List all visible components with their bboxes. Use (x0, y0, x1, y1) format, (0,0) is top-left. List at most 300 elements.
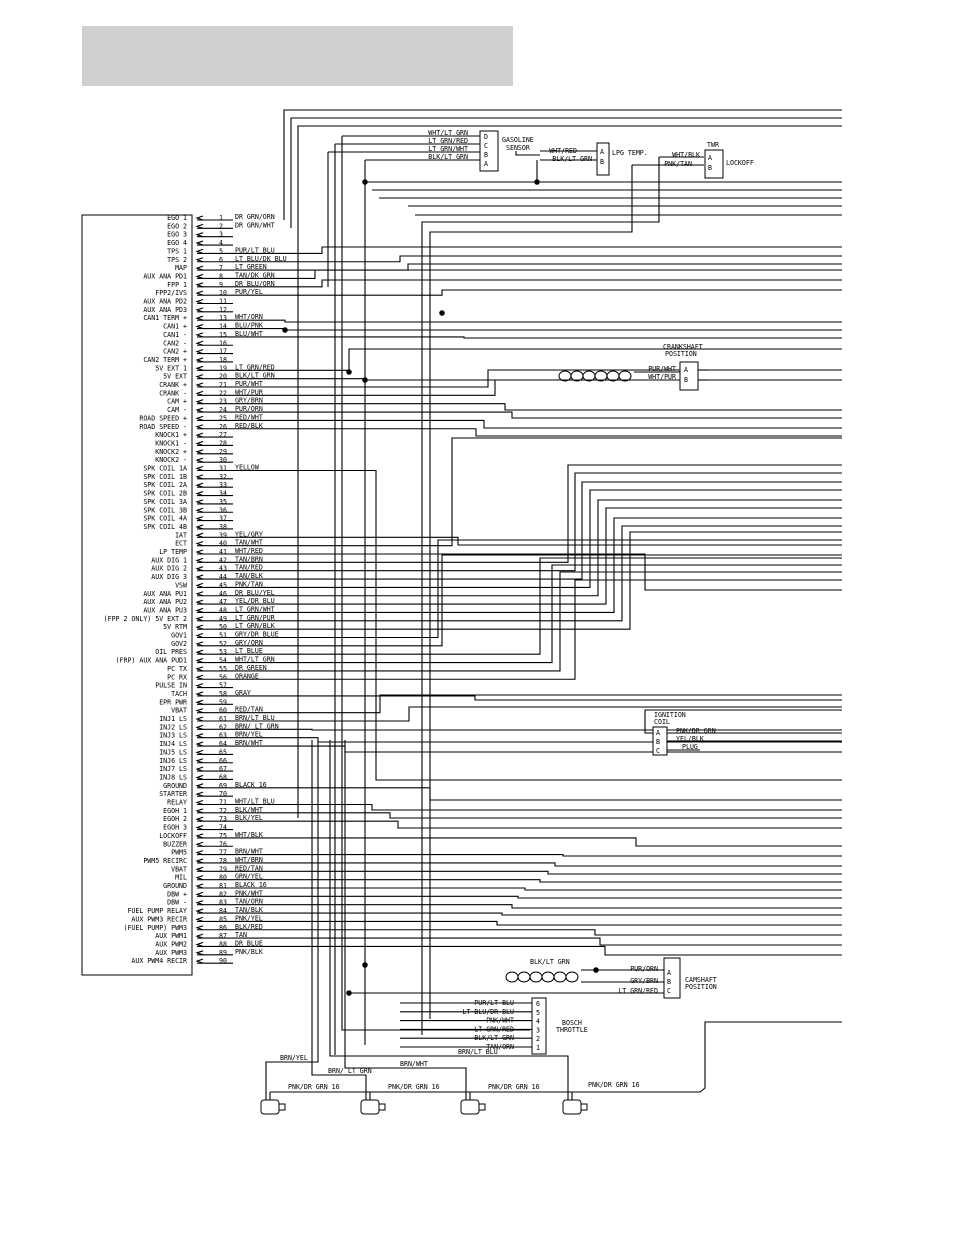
harness-wire (233, 855, 842, 856)
ecm-wire-color: LT BLU/DK BLU (235, 254, 287, 263)
ecm-wire-color: BLK/YEL (235, 814, 263, 823)
pin-arrow-icon (197, 450, 203, 454)
pin-arrow-icon (197, 851, 203, 855)
gas-wire-b: LT GRN/WHT (428, 145, 468, 153)
harness-wire (233, 380, 842, 395)
pin-arrow-icon (197, 792, 203, 796)
ecm-pin-name: PWM5 (171, 848, 187, 857)
ecm-pin-number: 76 (219, 840, 227, 849)
splice-dot (363, 378, 367, 382)
injector-body-icon (261, 1100, 279, 1114)
ecm-pin-name: EGOH 1 (163, 806, 187, 815)
ecm-pin-number: 51 (219, 631, 227, 640)
ecm-wire-color: RED/BLK (235, 421, 263, 430)
ecm-wire-color: BRN/YEL (235, 730, 263, 739)
ecm-pin-name: 5V RTM (163, 623, 187, 632)
ecm-pin-number: 65 (219, 748, 227, 757)
harness-wire (233, 438, 842, 546)
ecm-pin-number: 14 (219, 322, 227, 331)
ecm-wire-color: PNK/BLK (235, 947, 263, 956)
ecm-pin-number: 33 (219, 481, 227, 490)
pin-arrow-icon (197, 642, 203, 646)
harness-wire (233, 930, 842, 935)
ecm-pin-number: 6 (219, 255, 223, 264)
pin-arrow-icon (197, 258, 203, 262)
pin-arrow-icon (197, 717, 203, 721)
ecm-pin-number: 64 (219, 740, 227, 749)
ecm-wire-color: TAN/BRN (235, 555, 263, 564)
pin-arrow-icon (197, 817, 203, 821)
pin-arrow-icon (197, 884, 203, 888)
injector-feed-wire: PNK/DR GRN 16 (288, 1083, 340, 1091)
pin-arrow-icon (197, 383, 203, 387)
pin-arrow-icon (197, 266, 203, 270)
ecm-wire-color: YEL/GRY (235, 530, 263, 539)
pin-arrow-icon (197, 634, 203, 638)
pin-arrow-icon (197, 650, 203, 654)
harness-routes (233, 180, 842, 995)
lockoff-wire-a: WHT/BLK (672, 151, 700, 159)
ecm-pin-number: 47 (219, 598, 227, 607)
ecm-pin-name: AUX PWM2 (155, 940, 187, 949)
ecm-pin-name: LP TEMP (159, 548, 187, 556)
ecm-pin-number: 32 (219, 472, 227, 481)
ecm-pin-name: IAT (175, 531, 187, 540)
ecm-pin-number: 69 (219, 781, 227, 790)
ecm-pin-number: 21 (219, 381, 227, 389)
crankshaft-sensor (648, 343, 708, 390)
ecm-wire-color: WHT/LT GRN (235, 655, 275, 664)
ecm-pin-name: SPK COIL 1A (143, 464, 187, 473)
injector-bank (261, 740, 587, 1114)
ecm-pin-number: 70 (219, 790, 227, 799)
ecm-pin-name: VBAT (171, 865, 187, 874)
harness-wire (233, 349, 842, 370)
ecm-pin-number: 68 (219, 773, 227, 782)
ecm-pin-name: PWM5 RECIRC (143, 856, 187, 865)
ecm-wire-color: BRN/WHT (235, 739, 263, 748)
gas-pin-b: B (484, 151, 488, 159)
ecm-pin-number: 61 (219, 715, 227, 723)
ecm-wire-color: PUR/LT BLU (235, 246, 275, 255)
ecm-pin-number: 71 (219, 798, 227, 807)
ecm-pin-name: AUX ANA PU1 (143, 589, 187, 598)
ecm-wire-color: TAN/ORN (235, 897, 263, 906)
ecm-wire-color: TAN/WHT (235, 538, 263, 547)
ecm-pin-number: 88 (219, 940, 227, 949)
ecm-wire-color: RED/WHT (235, 413, 263, 422)
ecm-pin-name: INJ5 LS (159, 748, 187, 757)
injector-feed-label: PNK/DR GRN 16 (588, 1081, 640, 1089)
ecm-pin-number: 19 (219, 364, 227, 373)
harness-wire (233, 696, 842, 700)
pin-arrow-icon (197, 709, 203, 713)
ecm-pin-name: GROUND (163, 781, 187, 790)
pin-arrow-icon (197, 216, 203, 220)
ecm-pin-name: SPK COIL 2A (143, 481, 187, 490)
ecm-pin-number: 67 (219, 765, 227, 774)
ecm-pin-number: 89 (219, 948, 227, 957)
ecm-pin-number: 18 (219, 355, 227, 364)
harness-wire (233, 913, 842, 915)
injector-signal-label: BRN/ LT GRN (328, 1067, 372, 1075)
gas-sensor-title-2: SENSOR (506, 144, 530, 152)
ecm-pin-name: ROAD SPEED - (139, 422, 187, 431)
harness-wire (233, 471, 842, 781)
lpg-pin-b: B (600, 158, 604, 166)
harness-wire (233, 888, 842, 890)
pin-arrow-icon (197, 684, 203, 688)
pin-arrow-icon (197, 784, 203, 788)
gas-wire-a: BLK/LT GRN (428, 153, 468, 161)
ecm-pin-name: INJ6 LS (159, 756, 187, 765)
pin-arrow-icon (197, 876, 203, 880)
crank-pin-b: B (684, 376, 688, 384)
harness-wire (233, 329, 842, 330)
twist-loop (554, 972, 566, 982)
pin-arrow-icon (197, 550, 203, 554)
pin-arrow-icon (197, 400, 203, 404)
harness-wire (233, 320, 842, 322)
ecm-pin-name: INJ3 LS (159, 731, 187, 740)
ecm-pin-name: EGO 1 (167, 214, 187, 222)
ecm-wire-color: GRY/BRN (235, 396, 263, 405)
ecm-pin-name: INJ1 LS (159, 715, 187, 723)
ecm-pin-number: 54 (219, 656, 227, 665)
harness-wire (233, 555, 842, 646)
ecm-pin-number: 77 (219, 848, 227, 857)
throttle-wire: LT BLU/DR BLU (462, 1007, 514, 1016)
injector-feed-wire: PNK/DR GRN 16 (388, 1083, 440, 1091)
gas-sensor-title-1: GASOLINE (502, 136, 534, 144)
injector-signal-wire (312, 740, 366, 1082)
ecm-pin-name: AUX ANA PD1 (143, 272, 187, 281)
pin-arrow-icon (197, 951, 203, 955)
cam-pin-a: A (667, 969, 671, 977)
harness-wire (233, 729, 842, 730)
ecm-pin-name: SPK COIL 1B (143, 472, 187, 481)
harness-wire (233, 532, 842, 629)
ecm-pin-name: KNOCK2 - (155, 456, 187, 465)
coil-title-1: IGNITION (654, 711, 686, 719)
ecm-pin-name: (FUEL PUMP) PWM3 (123, 923, 187, 932)
gas-wire-d: WHT/LT GRN (428, 129, 468, 137)
ecm-pin-name: VSW (175, 581, 187, 590)
coil-pin-c: C (656, 747, 660, 755)
pin-arrow-icon (197, 675, 203, 679)
ecm-pin-name: PC TX (167, 664, 187, 673)
ecm-pin-name: AUX ANA PD3 (143, 305, 187, 314)
ecm-pin-number: 90 (219, 957, 227, 966)
ecm-pin-name: (FPP 2 ONLY) 5V EXT 2 (103, 614, 187, 623)
cam-twisted-pair (349, 970, 664, 993)
ecm-wire-color: DR GRN/WHT (235, 221, 275, 230)
ecm-wire-color: DR BLU/ORN (235, 279, 275, 288)
harness-wire (233, 946, 842, 955)
pin-arrow-icon (197, 867, 203, 871)
pin-arrow-icon (197, 759, 203, 763)
injector-signal-label: BRN/LT BLU (458, 1048, 498, 1056)
ecm-pin-number: 53 (219, 648, 227, 657)
cam-pin-b: B (667, 978, 671, 986)
injector-signal-label: BRN/WHT (400, 1060, 428, 1068)
throttle-pin: 6 (536, 1000, 540, 1008)
pin-arrow-icon (197, 475, 203, 479)
pin-arrow-icon (197, 517, 203, 521)
ecm-pin-number: 44 (219, 573, 227, 582)
splice-dot (440, 311, 444, 315)
pin-arrow-icon (197, 942, 203, 946)
harness-wire (233, 500, 842, 596)
camshaft-sensor (530, 958, 717, 998)
ecm-pin-name: AUX ANA PU2 (143, 598, 187, 607)
pin-arrow-icon (197, 600, 203, 604)
pin-arrow-icon (197, 483, 203, 487)
gas-wire-c: LT GRN/RED (428, 137, 468, 145)
ecm-pin-number: 5 (219, 247, 223, 256)
pin-arrow-icon (197, 500, 203, 504)
pin-arrow-icon (197, 583, 203, 587)
ecm-wire-color: BRN/ LT GRN (235, 722, 279, 731)
pin-arrow-icon (197, 366, 203, 370)
ecm-pin-number: 34 (219, 489, 227, 498)
ecm-wire-color: BLK/WHT (235, 805, 263, 814)
ecm-pin-name: SPK COIL 4B (143, 522, 187, 531)
harness-wire (233, 896, 842, 898)
lockoff-header: TWR (707, 141, 719, 149)
header-band (82, 26, 513, 86)
pin-arrow-icon (197, 750, 203, 754)
lpg-temp-title: LPG TEMP. (612, 149, 648, 157)
ecm-pin-name: SPK COIL 4A (143, 514, 187, 523)
ecm-wire-color: LT GRN/PUR (235, 613, 275, 622)
gas-pin-d: D (484, 133, 488, 141)
pin-arrow-icon (197, 901, 203, 905)
harness-wire (233, 863, 842, 866)
ecm-pin-name: CRANK + (159, 381, 187, 389)
pin-arrow-icon (197, 416, 203, 420)
ecm-pin-number: 39 (219, 531, 227, 540)
ecm-pin-name: CAM - (167, 406, 187, 415)
harness-wire (233, 280, 842, 287)
throttle-wire: PNK/WHT (486, 1016, 514, 1025)
ecm-pin-number: 80 (219, 873, 227, 882)
ecm-wire-color: BLACK 16 (235, 881, 267, 889)
ecm-wire-color: GRN/YEL (235, 872, 263, 881)
ecm-pin-name: EPR PWR (159, 698, 187, 707)
twist-loop (518, 972, 530, 982)
pin-arrow-icon (197, 249, 203, 253)
ecm-wire-color: TAN/BLK (235, 906, 263, 915)
ecm-wire-color: GRAY (235, 688, 251, 697)
ecm-pin-name: INJ2 LS (159, 723, 187, 732)
pin-arrow-icon (197, 859, 203, 863)
harness-wire (233, 880, 842, 882)
ecm-pin-number: 48 (219, 606, 227, 615)
ecm-pin-number: 1 (219, 214, 223, 222)
injector-signal-wire (345, 740, 466, 1074)
ecm-pin-number: 60 (219, 706, 227, 715)
harness-wire (233, 404, 842, 410)
pin-arrow-icon (197, 567, 203, 571)
pin-arrow-icon (197, 350, 203, 354)
pin-arrow-icon (197, 542, 203, 546)
ecm-pin-number: 38 (219, 522, 227, 531)
ecm-pin-name: OIL PRES (155, 648, 187, 657)
harness-wire (233, 838, 842, 846)
injector-body-icon (461, 1100, 479, 1114)
ecm-pin-name: VBAT (171, 706, 187, 715)
coil-wire-c: PLUG (682, 743, 698, 751)
ecm-pin-name: SPK COIL 3A (143, 497, 187, 506)
injector-feed-wire: PNK/DR GRN 16 (488, 1083, 540, 1091)
ecm-pin-number: 56 (219, 673, 227, 682)
lockoff-connector (664, 141, 754, 178)
ecm-pin-number: 40 (219, 539, 227, 548)
ecm-wire-color: LT GREEN (235, 263, 267, 272)
ecm-pin-number: 52 (219, 639, 227, 648)
ecm-pin-name: FPP2/IVS (155, 289, 187, 298)
pin-arrow-icon (197, 775, 203, 779)
ecm-pin-name: DBW - (167, 898, 187, 907)
harness-wire (233, 429, 842, 436)
injector-tip-icon (581, 1104, 587, 1110)
lockoff-wire-b: PNK/TAN (664, 160, 692, 168)
ignition-coil-connector (645, 710, 842, 755)
harness-wire (233, 264, 842, 270)
splice-dot (283, 328, 287, 332)
cam-wire-c: LT GRN/RED (618, 987, 658, 995)
lpg-wire-a: WHT/RED (549, 147, 577, 155)
pin-arrow-icon (197, 441, 203, 445)
pin-arrow-icon (197, 433, 203, 437)
ecm-wire-color: TAN/DK GRN (235, 271, 275, 280)
pin-arrow-icon (197, 508, 203, 512)
pin-arrow-icon (197, 333, 203, 337)
ecm-wire-color: GRY/ORN (235, 638, 263, 647)
harness-wire (233, 290, 842, 295)
pin-arrow-icon (197, 692, 203, 696)
ecm-pin-name: EGO 2 (167, 222, 187, 231)
ecm-wire-color: WHT/PUR (235, 388, 263, 397)
ecm-pin-name: DBW + (167, 890, 187, 899)
cam-title-1: CAMSHAFT (685, 976, 717, 984)
ecm-pin-number: 83 (219, 898, 227, 907)
gas-pin-a: A (484, 160, 488, 168)
ecm-pin-name: AUX ANA PD2 (143, 297, 187, 306)
crank-wire-b: WHT/PUR (648, 373, 676, 381)
injector-signal-label: BRN/YEL (280, 1054, 308, 1062)
ecm-pin-number: 57 (219, 681, 227, 690)
ecm-pin-number: 72 (219, 806, 227, 815)
ecm-pin-number: 87 (219, 932, 227, 941)
harness-wire (233, 707, 842, 721)
ecm-pin-number: 36 (219, 506, 227, 515)
pin-arrow-icon (197, 492, 203, 496)
ecm-pin-number: 49 (219, 614, 227, 623)
cam-wire-a: PUR/ORN (630, 965, 658, 973)
cam-wire-b: GRY/BRN (630, 977, 658, 985)
throttle-pin: 1 (536, 1044, 540, 1052)
ecm-pin-number: 15 (219, 330, 227, 339)
ecm-wire-color: DR GRN/ORN (235, 213, 275, 221)
ecm-wire-color: YELLOW (235, 463, 259, 472)
ecm-pin-number: 81 (219, 882, 227, 890)
ecm-pin-number: 79 (219, 865, 227, 874)
ecm-pin-name: FPP 1 (167, 280, 187, 289)
throttle-wire: TAN/ORN (486, 1043, 514, 1051)
pin-arrow-icon (197, 842, 203, 846)
ecm-pin-name: RELAY (167, 798, 187, 807)
pin-arrow-icon (197, 608, 203, 612)
harness-wire (233, 813, 842, 818)
ecm-wire-color: PNK/TAN (235, 580, 263, 589)
splice-dot (363, 963, 367, 967)
ecm-wire-color: PUR/WHT (235, 380, 263, 388)
coil-wire-a: PNK/DR GRN (676, 727, 716, 735)
twist-loop (566, 972, 578, 982)
ecm-pin-number: 23 (219, 397, 227, 406)
ecm-pin-name: CAN2 TERM + (143, 355, 187, 364)
ecm-pin-name: AUX DIG 3 (151, 573, 187, 582)
pin-arrow-icon (197, 233, 203, 237)
pin-arrow-icon (197, 592, 203, 596)
ecm-wire-color: BLK/LT GRN (235, 371, 275, 380)
harness-wire (233, 465, 842, 562)
splice-dot (535, 180, 539, 184)
pin-arrow-icon (197, 291, 203, 295)
pin-arrow-icon (197, 533, 203, 537)
lpg-temp-connector (549, 143, 648, 175)
ecm-wire-color: WHT/ORN (235, 313, 263, 322)
pin-arrow-icon (197, 425, 203, 429)
ecm-pin-number: 63 (219, 731, 227, 740)
ecm-pin-number: 42 (219, 556, 227, 565)
pin-arrow-icon (197, 458, 203, 462)
ecm-pin-name: GOV1 (171, 631, 187, 640)
pin-arrow-icon (197, 325, 203, 329)
harness-wire (233, 871, 842, 874)
ecm-pin-name: PULSE IN (155, 681, 187, 690)
ecm-pin-name: KNOCK2 + (155, 447, 187, 456)
ecm-pin-number: 27 (219, 431, 227, 440)
gasoline-sensor-connector (428, 129, 533, 171)
ecm-pin-number: 84 (219, 907, 227, 916)
ecm-pin-name: CAN1 - (163, 330, 187, 339)
ecm-wire-color: DR BLU/YEL (235, 588, 275, 597)
ecm-wire-color: PUR/ORN (235, 405, 263, 414)
gas-pin-c: C (484, 142, 488, 150)
ecm-wire-color: PNK/WHT (235, 889, 263, 898)
ecm-pin-number: 10 (219, 289, 227, 298)
harness-wire (233, 788, 842, 800)
ecm-pin-number: 3 (219, 230, 223, 239)
ecm-pin-name: (FRP) AUX ANA PUD1 (115, 656, 187, 665)
ecm-pin-name: AUX PWM3 RECIR (131, 915, 187, 924)
harness-wire (233, 921, 842, 925)
ecm-pin-number: 50 (219, 623, 227, 632)
throttle-pin: 4 (536, 1017, 540, 1026)
pin-arrow-icon (197, 358, 203, 362)
ecm-wire-color: WHT/BLK (235, 830, 263, 839)
lockoff-pin-b: B (708, 164, 712, 172)
ecm-pin-name: 5V EXT 1 (155, 364, 187, 373)
ecm-pin-name: EGO 4 (167, 239, 187, 248)
pin-arrow-icon (197, 809, 203, 813)
pin-arrow-icon (197, 659, 203, 663)
pin-arrow-icon (197, 224, 203, 228)
ecm-pin-name: MAP (175, 264, 187, 273)
